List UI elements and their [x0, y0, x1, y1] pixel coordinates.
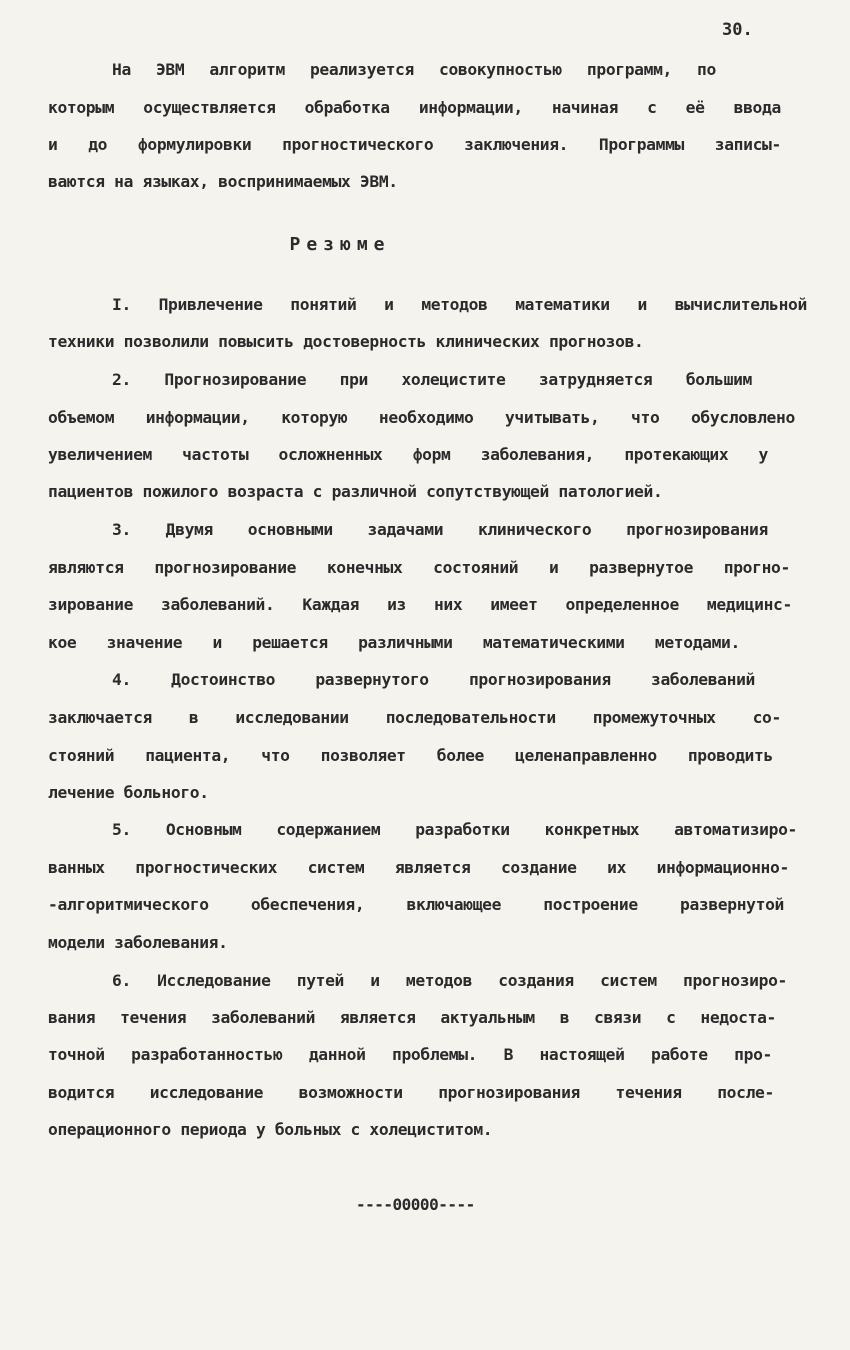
- word: 5.: [112, 820, 131, 839]
- word: них: [433, 595, 463, 614]
- summary-line: [48, 595, 792, 614]
- word: ввода: [733, 98, 781, 117]
- word: основными: [247, 520, 333, 539]
- word: промежуточных: [592, 708, 716, 727]
- word: необходимо: [378, 408, 474, 427]
- word: Программы: [598, 135, 684, 154]
- word: частоты: [182, 445, 249, 464]
- summary-line: [48, 746, 773, 765]
- word: затрудняется: [538, 370, 653, 389]
- word: исследовании: [235, 708, 349, 727]
- word: заболеваний: [651, 670, 755, 689]
- word: из: [387, 595, 406, 614]
- page-number: 30.: [722, 20, 753, 40]
- word: обработка: [304, 98, 390, 117]
- word: методов: [405, 971, 473, 990]
- word: является: [394, 858, 471, 877]
- word: про-: [734, 1045, 772, 1064]
- word: прогнозирование: [154, 558, 297, 577]
- word: проводить: [687, 746, 773, 765]
- word: На: [112, 60, 131, 79]
- summary-line: [48, 408, 795, 427]
- word: прогнозирования: [468, 670, 611, 689]
- word: которым: [48, 98, 115, 117]
- word: что: [631, 408, 660, 427]
- summary-line: пациентов пожилого возраста с различной сопутствующей патологией.: [48, 482, 663, 501]
- word: последовательности: [385, 708, 556, 727]
- word: что: [261, 746, 290, 765]
- word: развернутое: [589, 558, 694, 577]
- summary-line: [112, 520, 768, 539]
- word: Исследование: [157, 971, 271, 990]
- word: создания: [498, 971, 574, 990]
- summary-line: [112, 295, 807, 314]
- summary-line: [112, 370, 752, 389]
- word: прогностического: [282, 135, 434, 154]
- word: В: [503, 1045, 514, 1064]
- word: зирование: [48, 595, 134, 614]
- word: медицинс-: [706, 595, 792, 614]
- intro-line: [112, 60, 716, 79]
- word: разработки: [415, 820, 510, 839]
- word: совокупностью: [439, 60, 562, 79]
- summary-line: [48, 558, 790, 577]
- word: вания: [48, 1008, 96, 1027]
- word: записы-: [714, 135, 781, 154]
- word: является: [339, 1008, 416, 1027]
- word: которую: [281, 408, 348, 427]
- intro-line: [48, 98, 781, 117]
- word: систем: [600, 971, 657, 990]
- word: построение: [543, 895, 638, 914]
- word: протекающих: [624, 445, 729, 464]
- word: её: [685, 98, 705, 117]
- word: прогнозирования: [626, 520, 768, 539]
- word: со-: [752, 708, 781, 727]
- word: и: [48, 135, 58, 154]
- word: более: [436, 746, 485, 765]
- word: заболеваний: [211, 1008, 316, 1027]
- word: I.: [112, 295, 131, 314]
- word: настоящей: [539, 1045, 625, 1064]
- summary-line: операционного периода у больных с холециститом.: [48, 1120, 493, 1139]
- word: состояний: [433, 558, 519, 577]
- summary-heading: Резюме: [289, 234, 391, 255]
- word: большим: [685, 370, 752, 389]
- word: Достоинство: [171, 670, 276, 689]
- word: обеспечения,: [250, 895, 365, 914]
- word: информации,: [145, 408, 250, 427]
- word: и: [384, 295, 394, 314]
- word: прогнозиро-: [683, 971, 787, 990]
- word: прогностических: [135, 858, 278, 877]
- word: заключается: [48, 708, 152, 727]
- word: начиная: [551, 98, 619, 117]
- word: после-: [717, 1083, 774, 1102]
- word: путей: [296, 971, 345, 990]
- word: Прогнозирование: [164, 370, 307, 389]
- word: их: [607, 858, 627, 877]
- word: Привлечение: [158, 295, 263, 314]
- word: Основным: [165, 820, 242, 839]
- word: у: [758, 445, 768, 464]
- word: ЭВМ: [155, 60, 185, 79]
- word: данной: [308, 1045, 366, 1064]
- word: решается: [252, 633, 328, 652]
- summary-line: техники позволили повысить достоверность клинических прогнозов.: [48, 332, 644, 351]
- word: различными: [358, 633, 453, 652]
- word: с: [647, 98, 657, 117]
- intro-line: ваются на языках, воспринимаемых ЭВМ.: [48, 172, 398, 191]
- word: и: [637, 295, 647, 314]
- word: работе: [651, 1045, 708, 1064]
- word: объемом: [48, 408, 115, 427]
- word: пациента,: [145, 746, 231, 765]
- word: разработанностью: [131, 1045, 283, 1064]
- word: в: [559, 1008, 570, 1027]
- word: 6.: [112, 971, 131, 990]
- word: Каждая: [302, 595, 360, 614]
- word: прогно-: [723, 558, 790, 577]
- word: развернутого: [315, 670, 429, 689]
- word: создание: [500, 858, 577, 877]
- word: осложненных: [278, 445, 383, 464]
- summary-line: [48, 1045, 772, 1064]
- word: развернутой: [680, 895, 784, 914]
- intro-line: [48, 135, 781, 154]
- word: проблемы.: [392, 1045, 478, 1064]
- word: определенное: [565, 595, 679, 614]
- word: 3.: [112, 520, 131, 539]
- word: клинического: [477, 520, 592, 539]
- word: течения: [120, 1008, 187, 1027]
- word: с: [666, 1008, 676, 1027]
- word: связи: [594, 1008, 642, 1027]
- word: течения: [615, 1083, 682, 1102]
- word: -алгоритмического: [48, 895, 209, 914]
- word: математики: [515, 295, 610, 314]
- word: обусловлено: [690, 408, 795, 427]
- word: учитывать,: [504, 408, 600, 427]
- summary-line: [48, 445, 768, 464]
- word: являются: [48, 558, 124, 577]
- word: кое: [48, 633, 77, 652]
- word: точной: [48, 1045, 105, 1064]
- summary-line: [48, 858, 789, 877]
- word: позволяет: [320, 746, 406, 765]
- word: актуальным: [440, 1008, 535, 1027]
- word: формулировки: [137, 135, 252, 154]
- word: конкретных: [544, 820, 640, 839]
- word: в: [188, 708, 199, 727]
- word: методов: [421, 295, 488, 314]
- word: программ,: [586, 60, 672, 79]
- word: заболевания,: [480, 445, 595, 464]
- word: содержанием: [276, 820, 381, 839]
- word: автоматизиро-: [674, 820, 797, 839]
- word: информационно-: [656, 858, 789, 877]
- word: заключения.: [464, 135, 569, 154]
- word: осуществляется: [143, 98, 276, 117]
- word: систем: [307, 858, 365, 877]
- word: заболеваний.: [161, 595, 275, 614]
- summary-line: [112, 670, 755, 689]
- word: стояний: [48, 746, 115, 765]
- word: недоста-: [700, 1008, 776, 1027]
- summary-line: [48, 1008, 776, 1027]
- word: водится: [48, 1083, 115, 1102]
- word: прогнозирования: [438, 1083, 580, 1102]
- word: по: [697, 60, 716, 79]
- word: методами.: [654, 633, 740, 652]
- word: и: [212, 633, 222, 652]
- word: 2.: [112, 370, 131, 389]
- summary-line: [112, 820, 797, 839]
- word: ванных: [48, 858, 105, 877]
- word: увеличением: [48, 445, 152, 464]
- summary-line: лечение больного.: [48, 783, 209, 802]
- word: информации,: [418, 98, 523, 117]
- summary-line: модели заболевания.: [48, 933, 228, 952]
- word: холецистите: [401, 370, 506, 389]
- word: реализуется: [309, 60, 414, 79]
- summary-line: [48, 1083, 774, 1102]
- summary-line: [48, 633, 740, 652]
- word: вычислительной: [674, 295, 807, 314]
- word: 4.: [112, 670, 131, 689]
- word: при: [339, 370, 368, 389]
- word: понятий: [290, 295, 357, 314]
- word: имеет: [490, 595, 538, 614]
- word: и: [370, 971, 380, 990]
- summary-line: [48, 708, 781, 727]
- word: Двумя: [165, 520, 213, 539]
- word: и: [548, 558, 559, 577]
- word: математическими: [482, 633, 625, 652]
- word: значение: [106, 633, 183, 652]
- word: исследование: [149, 1083, 264, 1102]
- summary-line: [112, 971, 787, 990]
- summary-line: [48, 895, 784, 914]
- word: форм: [412, 445, 451, 464]
- word: алгоритм: [209, 60, 285, 79]
- word: конечных: [326, 558, 403, 577]
- word: задачами: [367, 520, 444, 539]
- word: целенаправленно: [515, 746, 657, 765]
- end-divider: ----00000----: [356, 1195, 475, 1214]
- word: возможности: [298, 1083, 403, 1102]
- word: до: [88, 135, 108, 154]
- word: включающее: [406, 895, 502, 914]
